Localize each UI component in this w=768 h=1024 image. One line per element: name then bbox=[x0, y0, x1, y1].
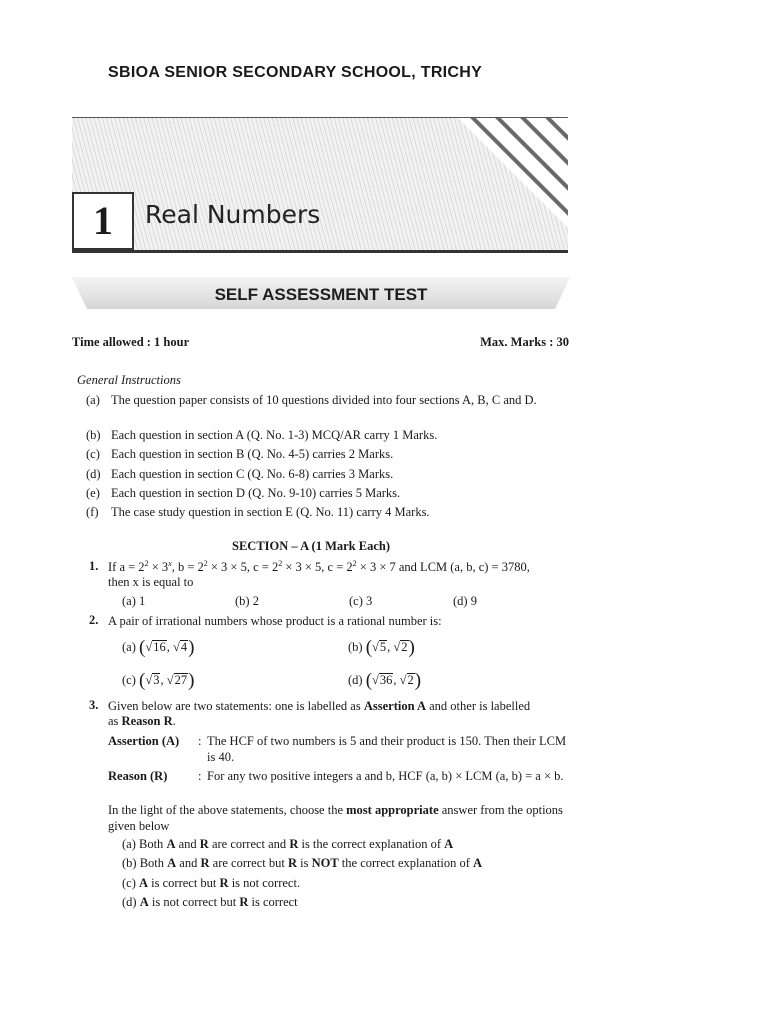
instruction-text: Each question in section B (Q. No. 4-5) carries 2 Marks. bbox=[111, 447, 394, 461]
option-label: (a) bbox=[122, 640, 136, 654]
time-allowed: Time allowed : 1 hour bbox=[72, 335, 190, 349]
max-marks: Max. Marks : 30 bbox=[480, 335, 569, 349]
option-label: (d) bbox=[348, 673, 363, 687]
reason-text: For any two positive integers a and b, HCF (a, b) × LCM (a, b) = a × b. bbox=[207, 769, 564, 783]
question-3-text: Given below are two statements: one is labelled as Assertion A and other is labelled bbox=[108, 699, 531, 713]
assertion-colon: : bbox=[198, 734, 202, 748]
school-name: SBIOA SENIOR SECONDARY SCHOOL, TRICHY bbox=[108, 64, 483, 81]
question-3-option-a: (a) Both A and R are correct and R is the correct explanation of A bbox=[122, 837, 454, 851]
question-1-option-a: (a) 1 bbox=[122, 594, 146, 608]
instruction-label: (f) bbox=[86, 505, 99, 519]
question-1-option-d: (d) 9 bbox=[453, 594, 477, 608]
question-number: 3. bbox=[89, 698, 99, 712]
reason-label: Reason (R) bbox=[108, 769, 168, 783]
option-label: (b) bbox=[348, 640, 363, 654]
instruction-label: (c) bbox=[86, 447, 100, 461]
assertion-label: Assertion (A) bbox=[108, 734, 180, 748]
section-a-title: SECTION – A (1 Mark Each) bbox=[232, 539, 391, 553]
question-2-text: A pair of irrational numbers whose product is a rational number is: bbox=[108, 614, 442, 628]
chapter-title: Real Numbers bbox=[145, 200, 321, 229]
question-3-option-b: (b) Both A and R are correct but R is NOT the correct explanation of A bbox=[122, 856, 483, 870]
option-label: (c) bbox=[122, 673, 136, 687]
question-3-instruction: In the light of the above statements, choose the most appropriate answer from the options given below bbox=[108, 803, 563, 833]
question-2-option-b: (b) (√5, √2) bbox=[348, 637, 415, 658]
question-2-option-a: (a) (√16, √4) bbox=[122, 637, 195, 658]
instruction-label: (e) bbox=[86, 486, 100, 500]
instruction-text: Each question in section A (Q. No. 1-3) MCQ/AR carry 1 Marks. bbox=[111, 428, 438, 442]
question-3-line2: as Reason R. bbox=[108, 714, 176, 728]
question-1-option-b: (b) 2 bbox=[235, 594, 259, 608]
instruction-text: The question paper consists of 10 questions divided into four sections A, B, C and D. bbox=[111, 393, 537, 407]
test-title: SELF ASSESSMENT TEST bbox=[214, 285, 428, 304]
reason-colon: : bbox=[198, 769, 202, 783]
instruction-text: Each question in section D (Q. No. 9-10) carries 5 Marks. bbox=[111, 486, 401, 500]
question-3-option-d: (d) A is not correct but R is correct bbox=[122, 895, 298, 909]
question-1-line2: then x is equal to bbox=[108, 575, 194, 589]
instruction-text: Each question in section C (Q. No. 6-8) carries 3 Marks. bbox=[111, 467, 394, 481]
question-1-option-c: (c) 3 bbox=[349, 594, 373, 608]
question-3-option-c: (c) A is correct but R is not correct. bbox=[122, 876, 301, 890]
instruction-item bbox=[86, 393, 566, 423]
question-2-option-c: (c) (√3, √27) bbox=[122, 670, 195, 691]
instruction-label: (a) bbox=[86, 393, 100, 407]
assertion-text: The HCF of two numbers is 5 and their product is 150. Then their LCM is 40. bbox=[207, 734, 567, 764]
question-number: 2. bbox=[89, 613, 99, 627]
question-2-option-d: (d) (√36, √2) bbox=[348, 670, 422, 691]
question-1-text: If $a = 2^2 \times 3^x$, $b = 2^2 \times 3 \times 5$, $c = 2^2 \times 3 \times 5$, $c = 2^2 \times 3 \times 7$ and LCM (a, b, c) = 3780, bbox=[108, 558, 530, 574]
instruction-label: (b) bbox=[86, 428, 101, 442]
question-number: 1. bbox=[89, 559, 99, 573]
chapter-number: 1 bbox=[72, 192, 134, 250]
instruction-text: The case study question in section E (Q. No. 11) carry 4 Marks. bbox=[111, 505, 430, 519]
chapter-banner bbox=[72, 117, 568, 253]
corner-stripes-decoration bbox=[458, 118, 568, 228]
instructions-title: General Instructions bbox=[77, 373, 181, 387]
instruction-label: (d) bbox=[86, 467, 101, 481]
